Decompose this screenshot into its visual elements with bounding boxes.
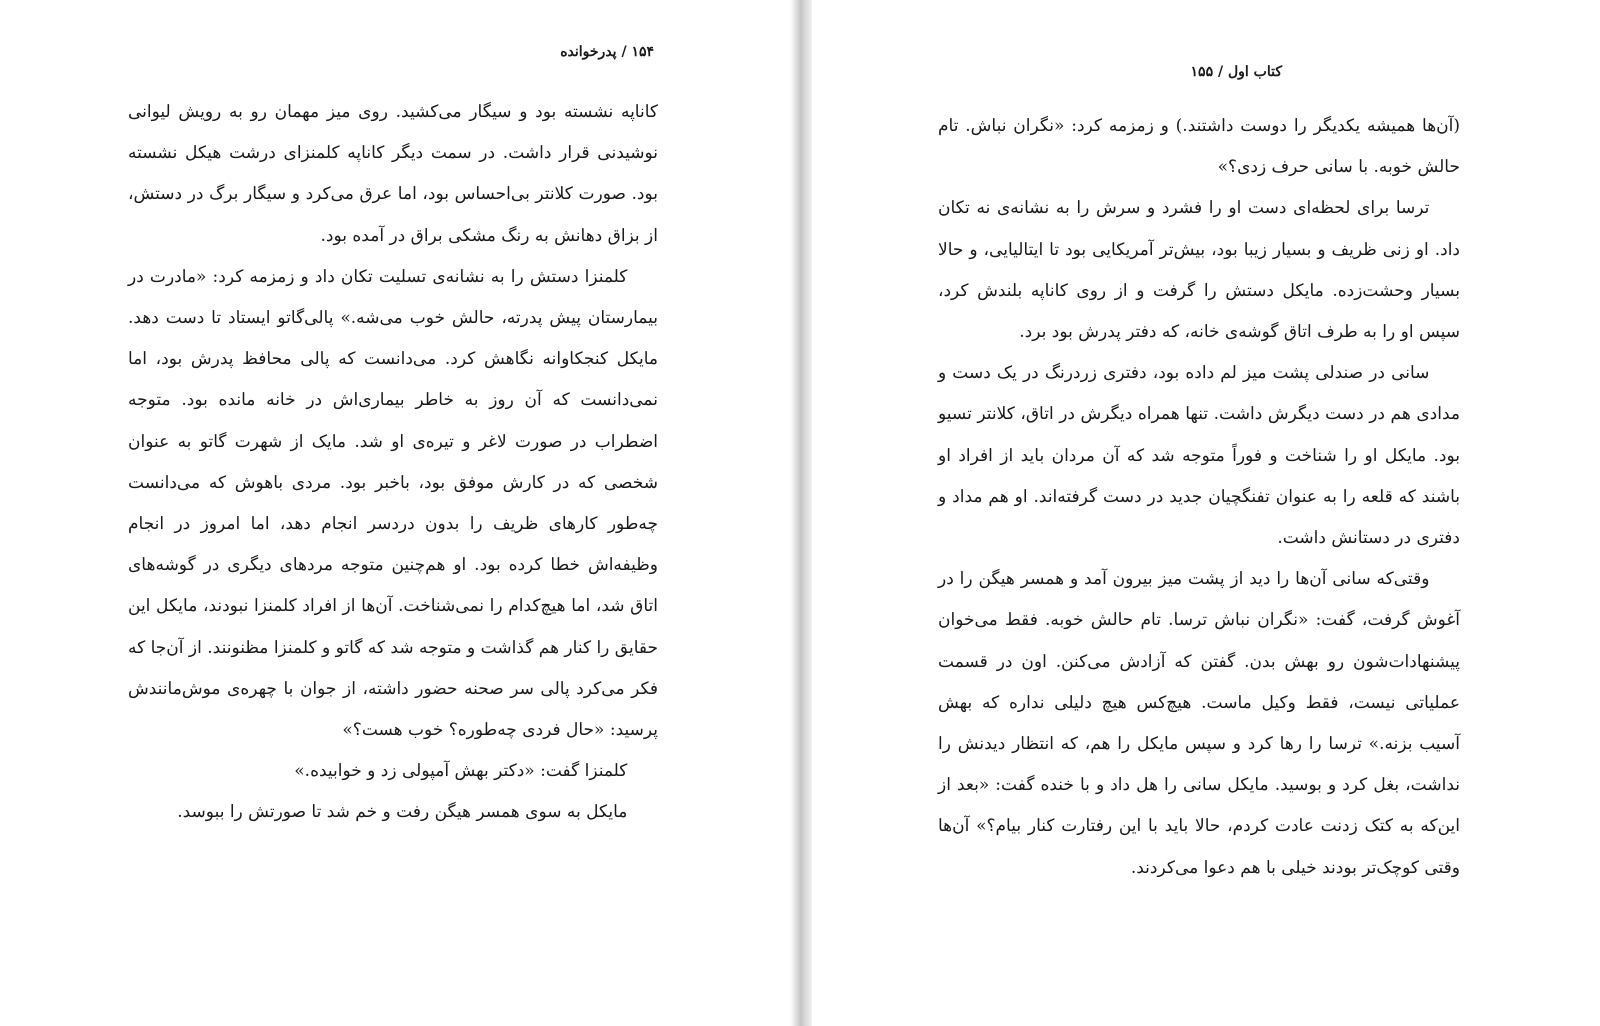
paragraph: مایکل به سوی همسر هیگن رفت و خم شد تا صورتش را ببوسد. (177, 802, 628, 823)
paragraph: وقتی‌که سانی آن‌ها را دید از پشت میز بیرون آمد و همسر هیگن را در آغوش گرفت، گفت: «نگران نباش ترسا. تام حالش خوبه. فقط می‌خوان پیشنهادات‌شون رو بهش بدن. گفتن که آزادش می‌کنن. اون در قسمت عملیاتی نیست، فقط وکیل ماست. هیچ‌کس هیچ دلیلی نداره که بهش آسیب بزنه.» ترسا را رها کرد و سپس مایکل را هم، که انتظار دیدنش را نداشت، بغل کرد و بوسید. مایکل سانی را هل داد و با خنده گفت: «بعد از این‌که به کتک زدنت عادت کردم، حالا باید با این رفتارت کنار بیام؟» آن‌ها وقتی کوچک‌تر بودند خیلی با هم دعوا می‌کردند. (938, 569, 1460, 878)
paragraph: ترسا برای لحظه‌ای دست او را فشرد و سرش را به نشانه‌ی نه تکان داد. او زنی ظریف و بسیار زیبا بود، بیش‌تر آمریکایی بود تا ایتالیایی، و حالا بسیار وحشت‌زده. مایکل دستش را گرفت و از روی کاناپه بلندش کرد، سپس او را به طرف اتاق گوشه‌ی خانه، که دفتر پدرش بود برد. (938, 198, 1460, 343)
left-page (0, 0, 790, 1026)
left-page-text (128, 92, 658, 834)
paragraph: (آن‌ها همیشه یکدیگر را دوست داشتند.) و زمزمه کرد: «نگران نباش. تام حالش خوبه. با سانی حرف زدی؟» (938, 116, 1460, 178)
left-running-head: ۱۵۴ / پدرخوانده (560, 44, 654, 60)
right-page (812, 0, 1600, 1026)
book-gutter (790, 0, 812, 1026)
right-running-head: کتاب اول / ۱۵۵ (1190, 64, 1282, 80)
paragraph: کلمنزا گفت: «دکتر بهش آمپولی زد و خوابیده.» (294, 761, 628, 782)
right-page-text (938, 106, 1460, 889)
paragraph: سانی در صندلی پشت میز لم داده بود، دفتری زردرنگ در یک دست و مدادی هم در دست دیگرش داشت. تنها همراه دیگرش در اتاق، کلانتر تسیو بود. مایکل او را شناخت و فوراً متوجه شد که آن مردان باید از افراد او باشند که قلعه را به عنوان تفنگچیان جدید در دست گرفته‌اند. او هم مداد و دفتری در دستانش داشت. (938, 363, 1460, 549)
paragraph: کلمنزا دستش را به نشانه‌ی تسلیت تکان داد و زمزمه کرد: «مادرت در بیمارستان پیش پدرته، حالش خوب می‌شه.» پالی‌گاتو ایستاد تا دست دهد. مایکل کنجکاوانه نگاهش کرد. می‌دانست که پالی محافظ پدرش بود، اما نمی‌دانست که آن روز به خاطر بیماری‌اش در خانه مانده بود. متوجه اضطراب در صورت لاغر و تیره‌ی او شد. مایک از شهرت گاتو به عنوان شخصی که در کارش موفق بود، باخبر بود. مردی باهوش که می‌دانست چه‌طور کارهای ظریف را بدون دردسر انجام دهد، اما امروز در انجام وظیفه‌اش خطا کرده بود. او هم‌چنین متوجه مردهای دیگری در گوشه‌های اتاق شد، اما هیچ‌کدام را نمی‌شناخت. آن‌ها از افراد کلمنزا نبودند، مایکل این حقایق را کنار هم گذاشت و متوجه شد که گاتو و کلمنزا مظنونند. از آن‌جا که فکر می‌کرد پالی سر صحنه حضور داشته، از جوان با چهره‌ی موش‌مانندش پرسید: «حال فردی چه‌طوره؟ خوب هست؟» (128, 266, 658, 741)
paragraph: کاناپه نشسته بود و سیگار می‌کشید. روی میز مهمان رو به رویش لیوانی نوشیدنی قرار داشت. در سمت دیگر کاناپه کلمنزای درشت هیکل نشسته بود. صورت کلانتر بی‌احساس بود، اما عرق می‌کرد و سیگار برگ در دستش، از بزاق دهانش به رنگ مشکی براق در آمده بود. (128, 102, 658, 246)
